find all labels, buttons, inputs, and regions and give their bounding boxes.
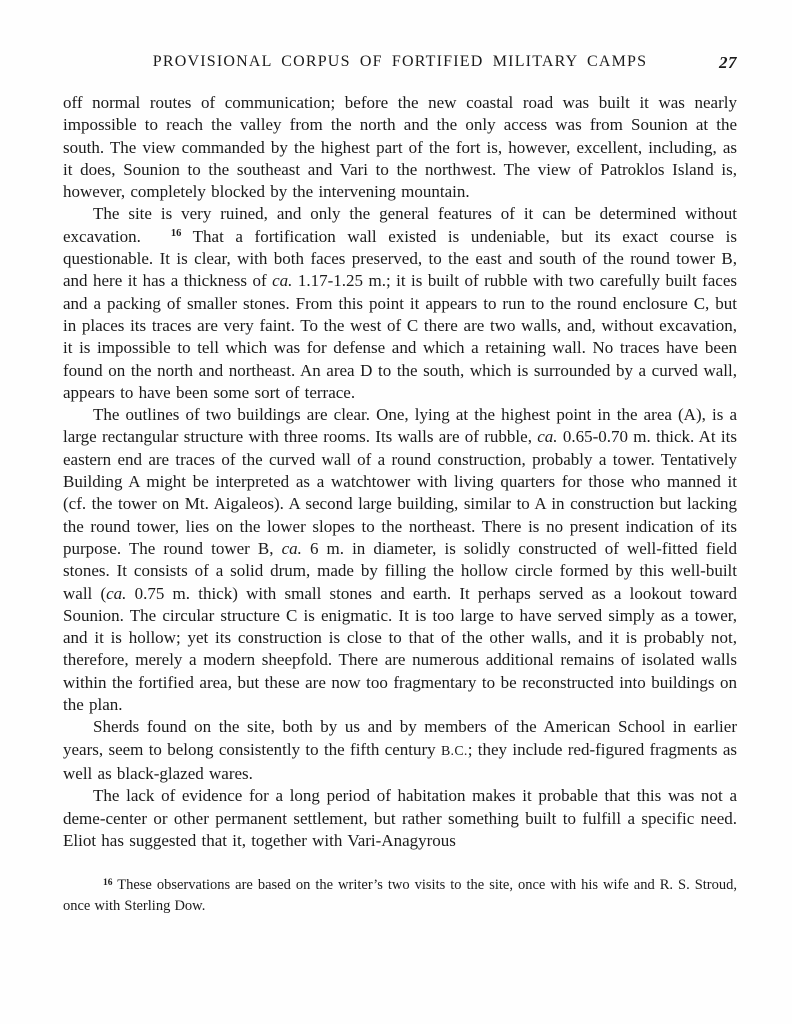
text-segment: The lack of evidence for a long period of habitation makes it probable that this was not a deme-center or other permanent settlement, but rather something built to fulfill a specific need. Eliot has suggested that it, together with Vari-Anagyrous (63, 786, 737, 850)
paragraph-1 (63, 92, 737, 203)
italic-abbreviation-ca: ca. (537, 427, 558, 447)
text-segment: The site is very ruined, and only the general features of it can be determined without excavation. (63, 204, 737, 246)
running-head-title: PROVISIONAL CORPUS OF FORTIFIED MILITARY CAMPS (152, 53, 648, 70)
italic-abbreviation-ca: ca. (281, 538, 302, 558)
text-segment: 0.65-0.70 m. thick. At its eastern end are traces of the curved wall of a round construction, probably a tower. Tentatively Building A might be interpreted as a watchtower with living quarters for those who manned it (cf. the tower on Mt. Aigaleos). A second large building, similar to A in construction but lacking the round tower, lies on the lower slopes to the northeast. There is no present indication of its purpose. The round tower B, (63, 427, 737, 558)
text-segment: ; they include red-figured fragments as well as black-glazed wares. (63, 739, 737, 783)
text-segment: off normal routes of communication; before the new coastal road was built it was nearly impossible to reach the valley from the north and the only access was from Sounion at the south. The view commanded by the highest part of the fort is, however, excellent, including, as it does, Sounion to the southeast and Vari to the northwest. The view of Patroklos Island is, however, completely blocked by the intervening mountain. (63, 93, 737, 202)
text-segment: That a fortification wall existed is undeniable, but its exact course is questionable. It is clear, with both faces preserved, to the east and south of the round tower B, and here it has a thickness of (63, 226, 737, 291)
paragraph-3 (63, 404, 737, 716)
italic-abbreviation-ca: ca. (272, 271, 293, 291)
text-segment: Sherds found on the site, both by us and by members of the American School in earlier years, seem to belong consistently to the fifth century (63, 717, 737, 759)
paragraph-4 (63, 716, 737, 785)
text-column (63, 53, 737, 916)
text-segment: The outlines of two buildings are clear. One, lying at the highest point in the area (A), is a large rectangular structure with three rooms. Its walls are of rubble, (63, 405, 737, 447)
text-segment: 6 m. in diameter, is solidly constructed of well-fitted field stones. It consists of a solid drum, made by filling the hollow circle formed by this well-built wall ( (63, 538, 737, 603)
body-text (63, 92, 737, 852)
running-head (63, 53, 737, 74)
paragraph-2: The site is very ruined, and only the general features of it can be determined without excavation. 16 That a fortification wall existed is undeniable, but its exact course is questionable. It is clear, with both faces preserved, to the east and south of the round tower B, and here it has a thickness of ca. 1.17-1.25 m.; it is built of rubble with two carefully built faces and a packing of smaller stones. From this point it appears to run to the round enclosure C, but in places its traces are very faint. To the west of C there are two walls, and, without excavation, it is impossible to tell which was for defense and which a retaining wall. No traces have been found on the north and northeast. An area D to the south, which is surrounded by a curved wall, appears to have been some sort of terrace. (63, 204, 737, 402)
text-segment: These observations are based on the writer’s two visits to the site, once with his wife and R. S. Stroud, once with Sterling Dow. (63, 877, 737, 914)
small-caps-bc: B.C. (440, 743, 468, 759)
text-segment: 0.75 m. thick) with small stones and earth. It perhaps served as a lookout toward Sounion. The circular structure C is enigmatic. It is too large to have served simply as a tower, and it is hollow; yet its construction is close to that of the other walls, and it is probably not, therefore, merely a modern sheepfold. There are numerous additional remains of isolated walls within the fortified area, but these are now too fragmentary to be reconstructed into buildings on the plan. (63, 583, 737, 715)
footnote-16: 16 These observations are based on the writer’s two visits to the site, once with his wife and R. S. Stroud, once with Sterling Dow. (63, 877, 737, 914)
italic-abbreviation-ca: ca. (106, 583, 127, 603)
text-segment: 1.17-1.25 m.; it is built of rubble with two carefully built faces and a packing of smaller stones. From this point it appears to run to the round enclosure C, but in places its traces are very faint. To the west of C there are two walls, and, without excavation, it is impossible to tell which was for defense and which a retaining wall. No traces have been found on the north and northeast. An area D to the south, which is surrounded by a curved wall, appears to have been some sort of terrace. (63, 271, 737, 402)
paragraph-5 (63, 785, 737, 852)
page-number: 27 (719, 53, 737, 72)
